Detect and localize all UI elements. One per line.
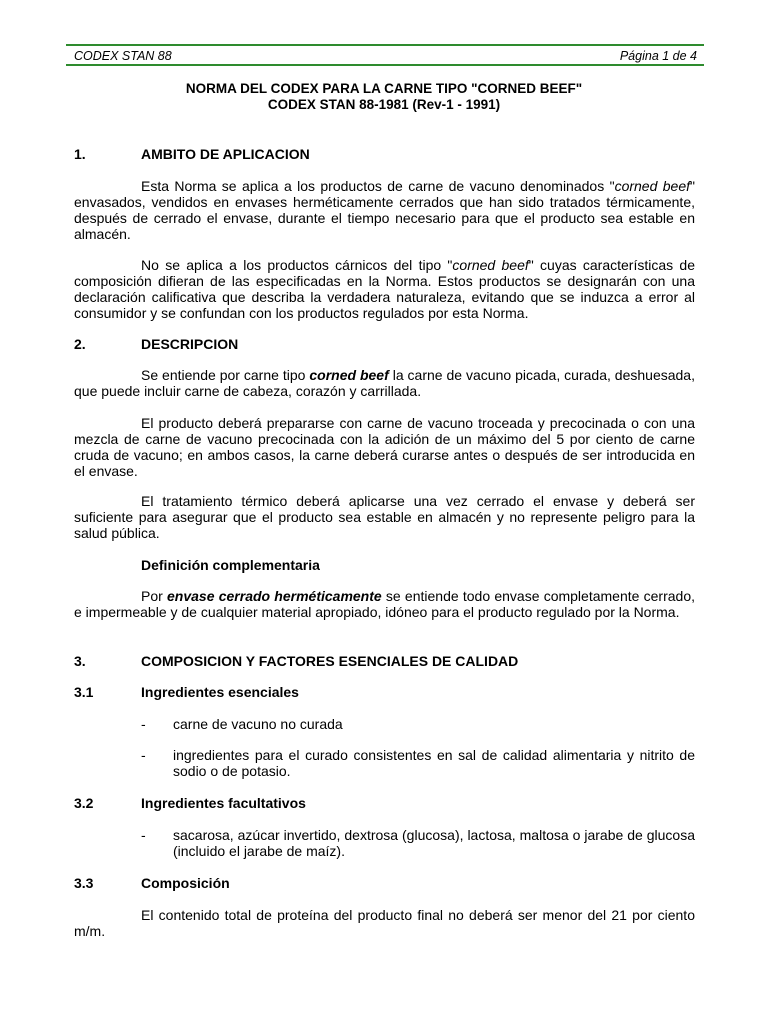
section-3-2-heading [74,795,306,811]
section-title: Ingredientes facultativos [141,795,306,811]
bullet-dash: - [141,716,146,732]
section-1-paragraph-1: Esta Norma se aplica a los productos de carne de vacuno denominados "corned beef" envasados, vendidos en envases herméticamente cerrados que han sido tratados térmicamente, después de cerrado el envase, durante el tiempo necesario para que el producto sea estable en almacén. [74,178,695,242]
section-number: 3. [74,653,86,669]
header-bottom-rule [66,64,704,66]
section-3-heading [74,653,518,669]
section-2-paragraph-2: El producto deberá prepararse con carne de vacuno troceada y precocinada o con una mezcla de carne de vacuno precocinada con la adición de un máximo del 5 por ciento de carne cruda de vacuno; en ambos casos, la carne deberá curarse antes o después de ser introducida en el envase. [74,415,695,479]
section-1-heading [74,146,310,162]
section-3-3-heading [74,875,230,891]
definition-subheading: Definición complementaria [141,557,320,573]
section-3-1-heading [74,684,299,700]
list-item: - sacarosa, azúcar invertido, dextrosa (glucosa), lactosa, maltosa o jarabe de glucosa (incluido el jarabe de maíz). [141,827,695,859]
section-2-heading [74,336,238,352]
section-number: 2. [74,336,86,352]
header-page-label: Página 1 de 4 [619,49,697,63]
section-title: AMBITO DE APLICACION [141,146,310,162]
section-number: 3.1 [74,684,94,700]
document-title: NORMA DEL CODEX PARA LA CARNE TIPO "CORNED BEEF" [185,81,583,96]
section-title: Composición [141,875,230,891]
bullet-dash: - [141,827,146,843]
document-subtitle: CODEX STAN 88-1981 (Rev-1 - 1991) [267,97,501,112]
list-item: - ingredientes para el curado consistentes en sal de calidad alimentaria y nitrito de sodio o de potasio. [141,747,695,779]
section-1-paragraph-2: No se aplica a los productos cárnicos del tipo "corned beef" cuyas características de composición difieran de las especificadas en la Norma. Estos productos se designarán con una declaración calificativa que describa la verdadera naturaleza, evitando que se induzca a error al consumidor y se confundan con los productos regulados por esta Norma. [74,257,696,321]
section-number: 3.2 [74,795,94,811]
section-title: Ingredientes esenciales [141,684,299,700]
section-2-paragraph-1: Se entiende por carne tipo corned beef la carne de vacuno picada, curada, deshuesada, que puede incluir carne de cabeza, corazón y carrillada. [74,367,695,399]
section-title: DESCRIPCION [141,336,239,352]
header-top-rule [66,44,704,46]
section-2-paragraph-4: Por envase cerrado herméticamente se entiende todo envase completamente cerrado, e impermeable y de cualquier material apropiado, idóneo para el producto regulado por la Norma. [74,588,695,620]
section-3-3-paragraph-1: El contenido total de proteína del producto final no deberá ser menor del 21 por ciento m/m. [74,907,695,939]
bullet-dash: - [141,747,146,763]
section-number: 1. [74,146,86,162]
header-doc-code: CODEX STAN 88 [74,49,172,63]
section-2-paragraph-3: El tratamiento térmico deberá aplicarse una vez cerrado el envase y deberá ser suficiente para asegurar que el producto sea estable en almacén y no represente peligro para la salud pública. [74,493,695,541]
section-number: 3.3 [74,875,94,891]
list-item: - carne de vacuno no curada [141,716,343,732]
section-title: COMPOSICION Y FACTORES ESENCIALES DE CALIDAD [141,653,519,669]
